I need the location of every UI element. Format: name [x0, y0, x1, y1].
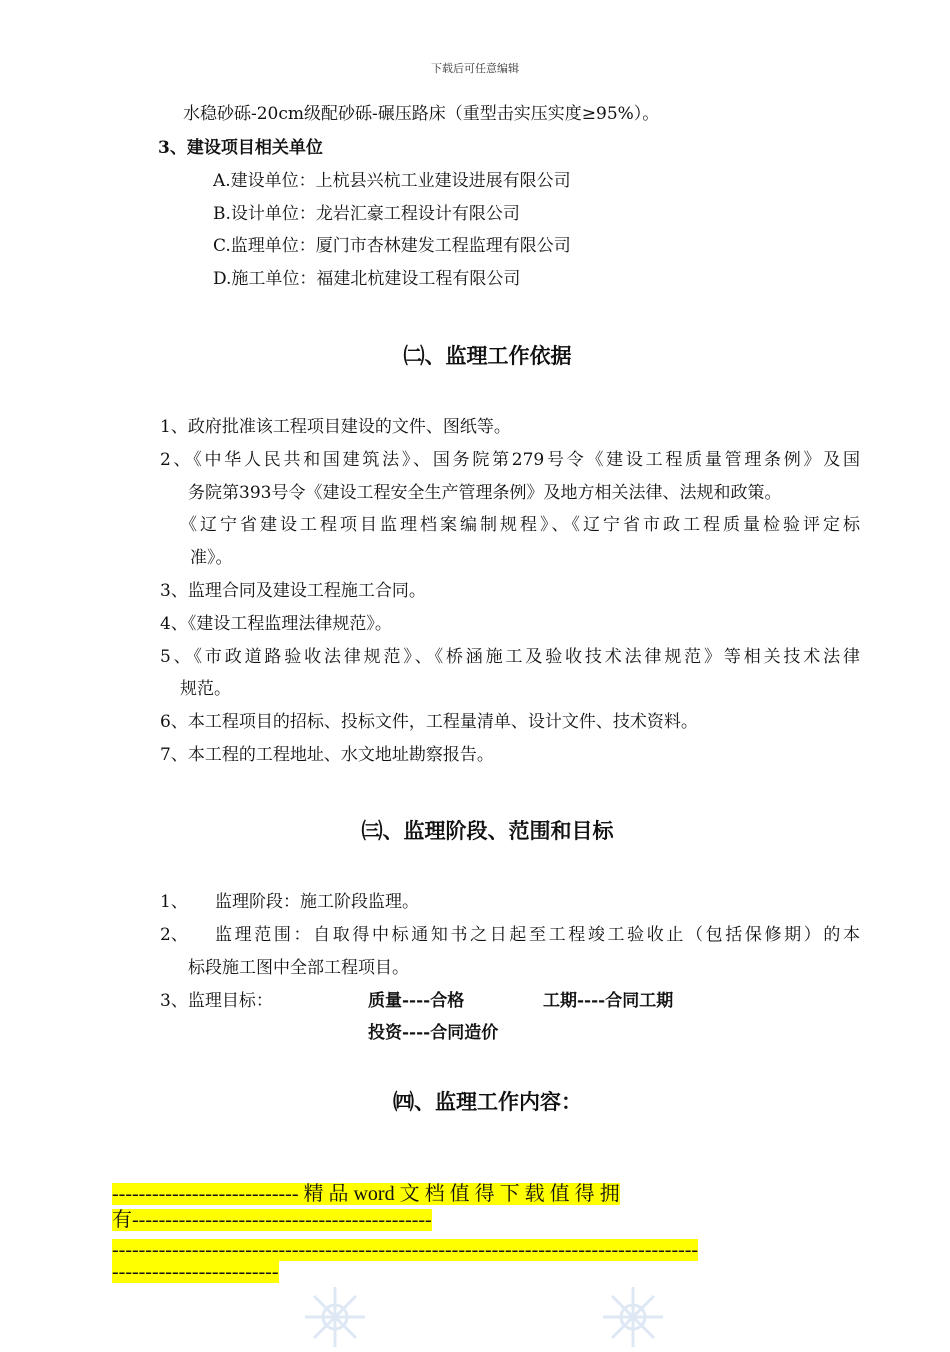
basis-item-2d: 准》。: [190, 548, 233, 568]
basis-item-6: 6、本工程项目的招标、投标文件，工程量清单、设计文件、技术资料。: [160, 712, 698, 732]
units-heading: 3、建设项目相关单位: [158, 138, 323, 158]
footer-line-2: 有---------------------------------------------: [112, 1209, 432, 1231]
scope-item-1-text: 监理阶段：施工阶段监理。: [215, 892, 419, 912]
scope-item-2b: 标段施工图中全部工程项目。: [188, 958, 409, 978]
page-header-note: 下载后可任意编辑: [431, 62, 519, 75]
unit-owner: A.建设单位：上杭县兴杭工业建设进展有限公司: [213, 171, 571, 191]
footer-line-4: -------------------------: [112, 1261, 279, 1283]
goal-investment: 投资----合同造价: [368, 1023, 499, 1043]
unit-supervisor: C.监理单位：厦门市杏林建发工程监理有限公司: [213, 236, 571, 256]
basis-item-5b: 规范。: [180, 679, 231, 699]
scope-item-1-number: 1、: [160, 892, 188, 912]
footer-promo: [112, 1181, 862, 1283]
goal-label: 3、监理目标：: [160, 991, 273, 1011]
basis-item-1: 1、政府批准该工程项目建设的文件、图纸等。: [160, 417, 511, 437]
basis-item-3: 3、监理合同及建设工程施工合同。: [160, 581, 426, 601]
basis-item-5a: 5、《市政道路验收法律规范》、《桥涵施工及验收技术法律规范》等相关技术法律: [160, 647, 860, 667]
basis-item-2b: 务院第393号令《建设工程安全生产管理条例》及地方相关法律、法规和政策。: [188, 483, 782, 503]
basis-item-2c: 《辽宁省建设工程项目监理档案编制规程》、《辽宁省市政工程质量检验评定标: [180, 515, 860, 535]
watermark-snowflake-icon: [300, 1282, 370, 1352]
unit-contractor: D.施工单位：福建北杭建设工程有限公司: [213, 269, 521, 289]
scope-item-2-number: 2、: [160, 925, 188, 945]
section4-title: ㈣、监理工作内容：: [393, 1089, 582, 1114]
footer-line-1: ---------------------------- 精 品 word 文 档 值 得 下 载 值 得 拥: [112, 1183, 620, 1205]
unit-designer: B.设计单位：龙岩汇豪工程设计有限公司: [213, 204, 520, 224]
intro-line: 水稳砂砾-20cm级配砂砾-碾压路床（重型击实压实度≥95%）。: [183, 104, 660, 124]
watermark-snowflake-icon: [598, 1282, 668, 1352]
basis-item-7: 7、本工程的工程地址、水文地址勘察报告。: [160, 745, 494, 765]
section3-title: ㈢、监理阶段、范围和目标: [361, 818, 614, 843]
goal-period: 工期----合同工期: [543, 991, 674, 1011]
basis-item-2a: 2、《中华人民共和国建筑法》、国务院第279号令《建设工程质量管理条例》及国: [160, 450, 860, 470]
footer-line-3: ----------------------------------------------------------------------------------------: [112, 1239, 699, 1261]
section2-title: ㈡、监理工作依据: [403, 343, 572, 368]
scope-item-2-text: 监理范围：自取得中标通知书之日起至工程竣工验收止（包括保修期）的本: [215, 925, 860, 945]
goal-quality: 质量----合格: [368, 991, 465, 1011]
basis-item-4: 4、《建设工程监理法律规范》。: [160, 614, 392, 634]
